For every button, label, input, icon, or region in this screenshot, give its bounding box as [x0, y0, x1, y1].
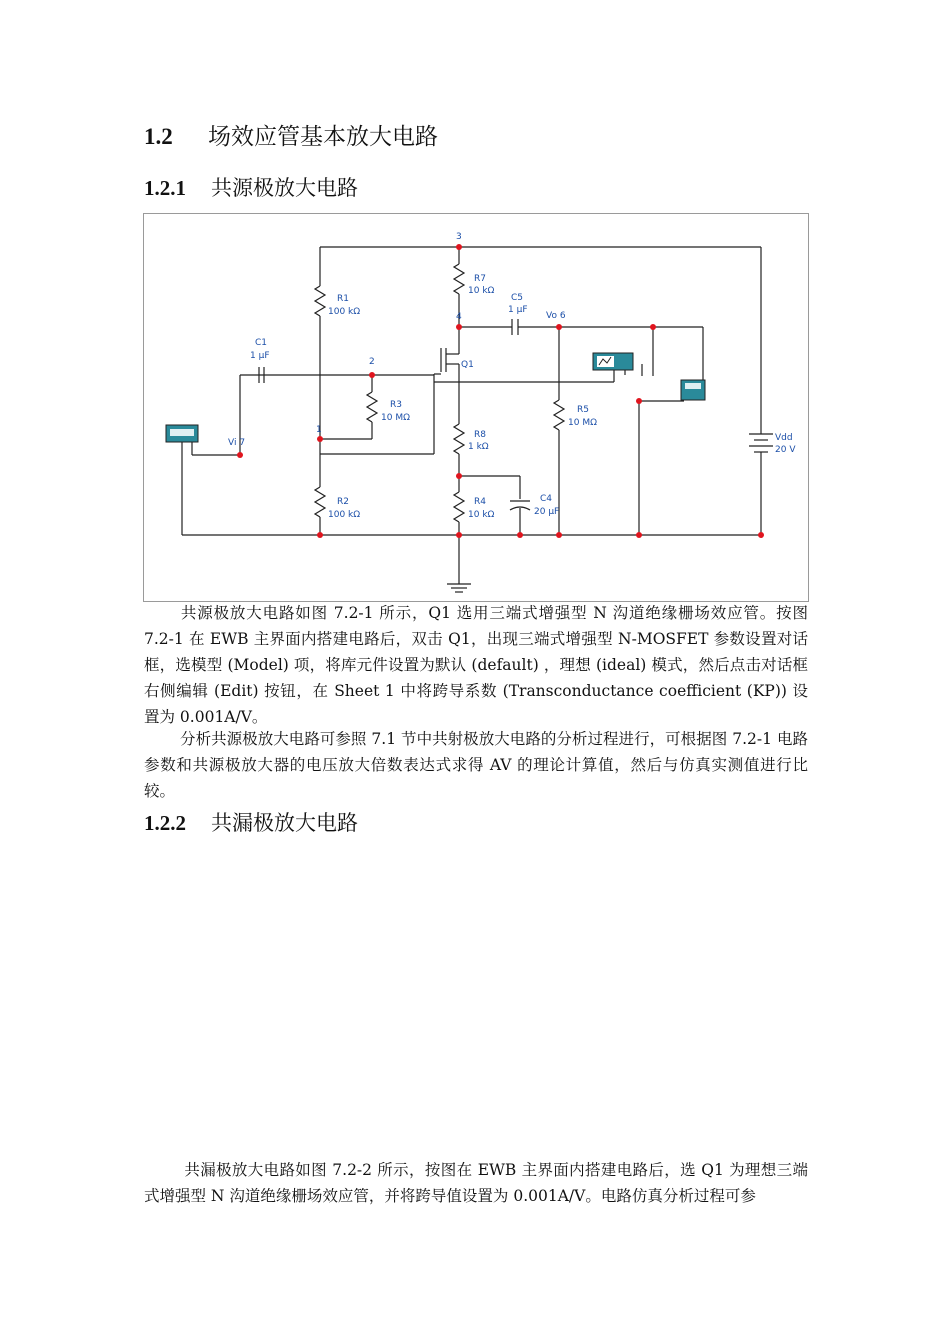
node-1-label: 1	[316, 425, 322, 435]
circuit-schematic	[144, 214, 808, 601]
heading-main-number: 1.2	[144, 124, 173, 149]
paragraph-1-text: 共源极放大电路如图 7.2-1 所示，Q1 选用三端式增强型 N 沟道绝缘栅场效应管。按图 7.2-1 在 EWB 主界面内搭建电路后，双击 Q1，出现三端式增强型 N-MOSFET 参数设置对话框，选模型 (Model) 项，将库元件设置为默认 (default) ，理想 (ideal) 模式，然后点击对话框右侧编辑 (Edit) 按钮，在 Sheet 1 中将跨导系数 (Transconductance coefficient (KP)) 设置为 0.001A/V。	[144, 604, 808, 726]
section-2-title: 共漏极放大电路	[211, 811, 358, 835]
heading-main	[144, 118, 438, 151]
section-2-number: 1.2.2	[144, 811, 186, 835]
r5-name: R5	[577, 405, 589, 415]
r7-value: 10 kΩ	[468, 286, 495, 296]
r8-name: R8	[474, 430, 486, 440]
oscilloscope-icon	[593, 353, 633, 370]
section-1-title: 共源极放大电路	[211, 176, 358, 200]
vo-label: Vo 6	[546, 311, 566, 321]
r1-value: 100 kΩ	[328, 307, 361, 317]
r2-name: R2	[337, 497, 349, 507]
r2-value: 100 kΩ	[328, 510, 361, 520]
paragraph-2-text: 分析共源极放大电路可参照 7.1 节中共射极放大电路的分析过程进行，可根据图 7.2-1 电路参数和共源极放大器的电压放大倍数表达式求得 AV 的理论计算值，然后与仿真实测值进行比较。	[144, 730, 808, 800]
c1-name: C1	[255, 338, 268, 348]
node-3-label: 3	[456, 232, 462, 242]
multimeter-icon	[681, 380, 705, 400]
c4-value: 20 μF	[534, 507, 560, 517]
c5-name: C5	[511, 293, 524, 303]
paragraph-3-text: 共漏极放大电路如图 7.2-2 所示，按图在 EWB 主界面内搭建电路后，选 Q1 为理想三端式增强型 N 沟道绝缘栅场效应管，并将跨导值设置为 0.001A/V。电路仿真分析过程可参	[144, 1161, 808, 1205]
circuit-figure	[143, 213, 809, 602]
node-2-label: 2	[369, 357, 375, 367]
function-generator-icon	[166, 425, 198, 442]
node-4-label: 4	[456, 312, 462, 322]
c4-name: C4	[540, 494, 553, 504]
r3-name: R3	[390, 400, 402, 410]
vdd-name: Vdd	[775, 433, 793, 443]
section-heading-1	[144, 172, 358, 202]
r1-name: R1	[337, 294, 349, 304]
r3-value: 10 MΩ	[381, 413, 410, 423]
paragraph-3	[144, 1157, 808, 1209]
c1-value: 1 μF	[250, 351, 270, 361]
paragraph-1	[144, 600, 808, 730]
paragraph-2	[144, 726, 808, 804]
heading-main-title: 场效应管基本放大电路	[208, 124, 438, 150]
section-1-number: 1.2.1	[144, 176, 186, 200]
r5-value: 10 MΩ	[568, 418, 597, 428]
r4-name: R4	[474, 497, 486, 507]
r7-name: R7	[474, 274, 486, 284]
r8-value: 1 kΩ	[468, 442, 489, 452]
vdd-value: 20 V	[775, 445, 796, 455]
section-heading-2	[144, 807, 358, 837]
c5-value: 1 μF	[508, 305, 528, 315]
vi-label: Vi 7	[228, 438, 246, 448]
q1-name: Q1	[461, 360, 474, 370]
r4-value: 10 kΩ	[468, 510, 495, 520]
